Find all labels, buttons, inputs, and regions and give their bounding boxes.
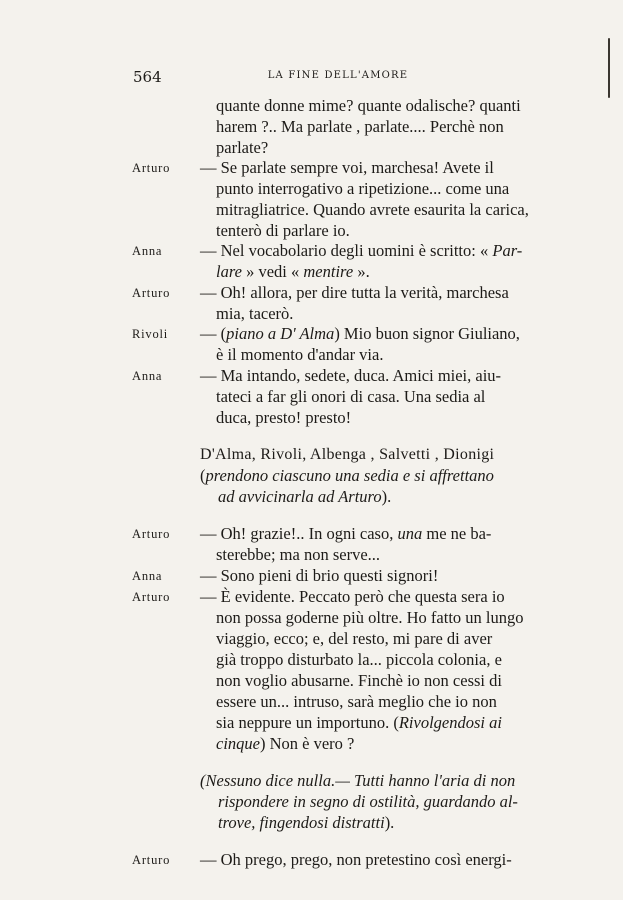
stage-direction: (Nessuno dice nulla.— Tutti hanno l'aria di non: [200, 771, 516, 790]
text-line: non possa goderne più oltre. Ho fatto un lungo: [216, 608, 524, 627]
speaker-name: Arturo: [132, 527, 171, 541]
italic-span: prendono ciascuno una sedia e si affrettano: [205, 466, 494, 485]
text-span: ) Non è vero ?: [259, 734, 355, 753]
text-span: » vedi «: [241, 262, 304, 281]
text-line: [200, 524, 491, 544]
italic-span: cinque: [216, 734, 260, 753]
text-line: sterebbe; ma non serve...: [216, 545, 381, 564]
stage-direction: [200, 466, 494, 486]
text-line: harem ?.. Ma parlate , parlate.... Perchè non: [216, 117, 504, 136]
text-line: [200, 324, 520, 344]
italic-span: Rivolgendosi ai: [398, 713, 502, 732]
text-line: [216, 262, 370, 282]
italic-span: mentire: [303, 262, 354, 281]
text-line: — Se parlate sempre voi, marchesa! Avete il: [200, 158, 494, 177]
text-line: [216, 734, 354, 754]
text-span: — (: [200, 324, 227, 343]
speaker-name: Rivoli: [132, 327, 169, 341]
stage-direction: rispondere in segno di ostilità, guardando al-: [218, 792, 518, 811]
stage-direction: [218, 487, 391, 507]
text-line: — Oh prego, prego, non pretestino così energi-: [200, 850, 512, 869]
text-line: — Sono pieni di brio questi signori!: [200, 566, 439, 585]
italic-span: ad avvicinarla ad Arturo: [218, 487, 382, 506]
italic-span: trove, fingendosi distratti: [218, 813, 385, 832]
text-span: ).: [381, 487, 392, 506]
text-line: tateci a far gli onori di casa. Una sedia al: [216, 387, 486, 406]
text-span: ).: [384, 813, 395, 832]
text-line: essere un... intruso, sarà meglio che io non: [216, 692, 497, 711]
running-title: LA FINE DELL'AMORE: [267, 70, 409, 81]
text-line: viaggio, ecco; e, del resto, mi pare di aver: [216, 629, 493, 648]
text-span: ) Mio buon signor Giuliano,: [334, 324, 520, 343]
italic-span: lare: [216, 262, 242, 281]
speaker-name: Arturo: [132, 853, 171, 867]
speaker-name: Anna: [132, 369, 163, 383]
page-header: [133, 68, 543, 88]
text-line: — È evidente. Peccato però che questa sera io: [200, 587, 505, 606]
speaker-name: Arturo: [132, 161, 171, 175]
text-line: duca, presto! presto!: [216, 408, 352, 427]
text-line: tenterò di parlare io.: [216, 221, 350, 240]
speaker-name: Anna: [132, 569, 163, 583]
text-line: punto interrogativo a ripetizione... come una: [216, 179, 510, 198]
text-line: mitragliatrice. Quando avrete esaurita la carica,: [216, 200, 529, 219]
italic-span: piano a D' Alma: [226, 324, 335, 343]
text-line: già troppo disturbato la... piccola colonia, e: [216, 650, 502, 669]
stage-direction: [218, 813, 394, 833]
text-line: è il momento d'andar via.: [216, 345, 384, 364]
text-line: — Oh! allora, per dire tutta la verità, marchesa: [200, 283, 509, 302]
text-line: [200, 241, 522, 261]
cast-list: D'Alma, Rivoli, Albenga , Salvetti , Dionigi: [200, 446, 495, 463]
text-line: mia, tacerò.: [216, 304, 294, 323]
italic-span: Par-: [492, 241, 523, 260]
text-line: quante donne mime? quante odalische? quanti: [216, 96, 521, 115]
text-span: sia neppure un importuno. (: [216, 713, 399, 732]
text-span: ».: [353, 262, 370, 281]
italic-span: una: [397, 524, 423, 543]
page-number: 564: [133, 68, 162, 86]
speaker-name: Arturo: [132, 590, 171, 604]
text-line: non voglio abusarne. Finchè io non cessi di: [216, 671, 502, 690]
text-span: (: [200, 466, 206, 485]
text-line: parlate?: [216, 138, 269, 157]
speaker-name: Arturo: [132, 286, 171, 300]
speaker-name: Anna: [132, 244, 163, 258]
text-line: [216, 713, 502, 733]
text-span: me ne ba-: [422, 524, 492, 543]
page-edge-mark: [608, 38, 610, 98]
text-line: — Ma intando, sedete, duca. Amici miei, aiu-: [200, 366, 502, 385]
text-span: — Nel vocabolario degli uomini è scritto: «: [200, 241, 493, 260]
text-span: — Oh! grazie!.. In ogni caso,: [200, 524, 398, 543]
